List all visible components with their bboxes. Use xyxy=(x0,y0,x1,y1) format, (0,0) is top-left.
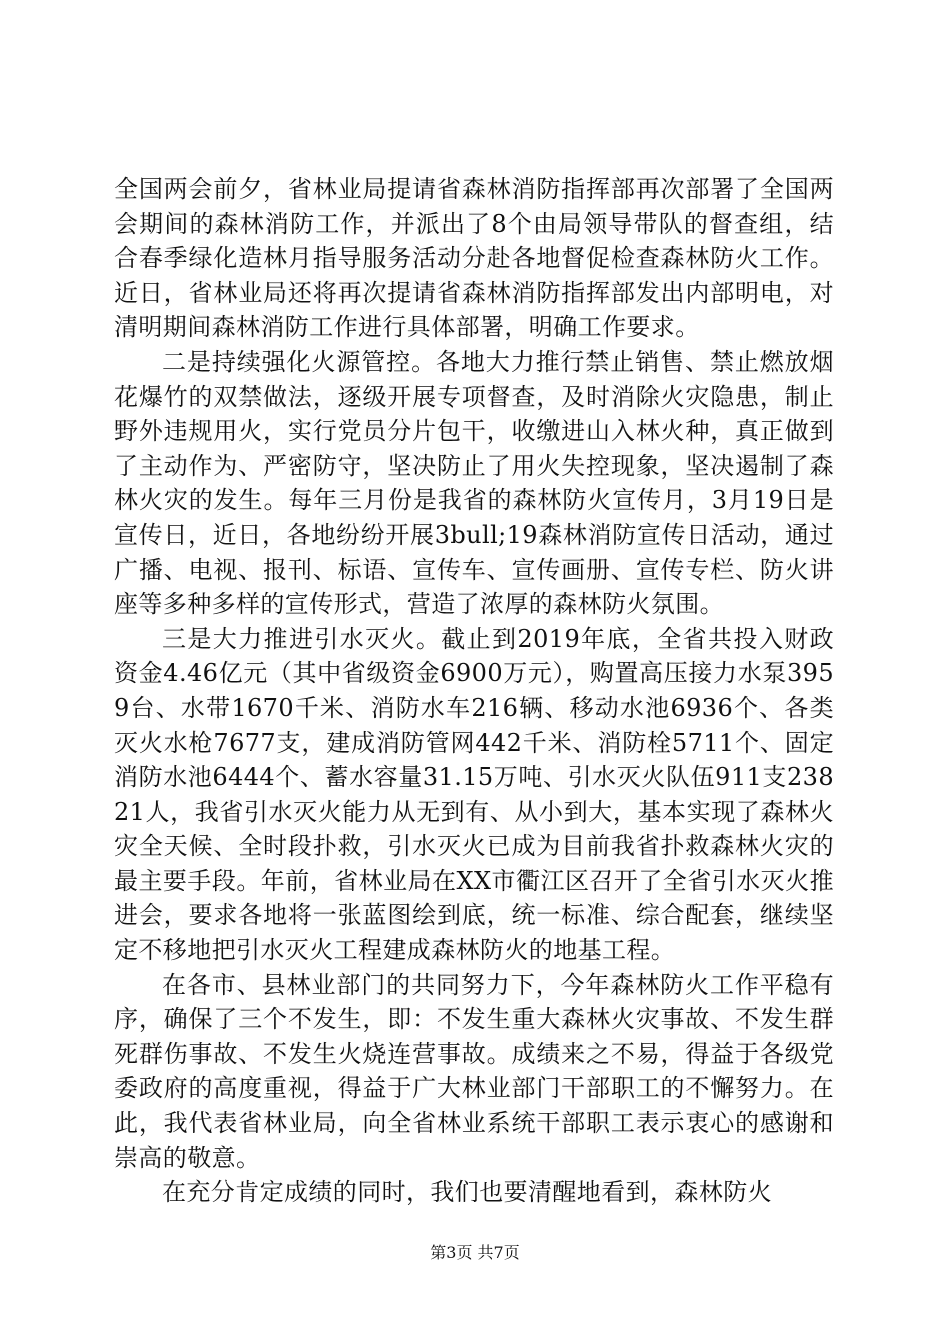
paragraph-2: 二是持续强化火源管控。各地大力推行禁止销售、禁止燃放烟花爆竹的双禁做法，逐级开展专项督查，及时消除火灾隐患，制止野外违规用火，实行党员分片包干，收缴进山入林火种，真正做到了主动作为、严密防守，坚决防止了用火失控现象，坚决遏制了森林火灾的发生。每年三月份是我省的森林防火宣传月，3月19日是宣传日，近日，各地纷纷开展3bull;19森林消防宣传日活动，通过广播、电视、报刊、标语、宣传车、宣传画册、宣传专栏、防火讲座等多种多样的宣传形式，营造了浓厚的森林防火氛围。 xyxy=(114,347,834,619)
paragraph-4: 在各市、县林业部门的共同努力下，今年森林防火工作平稳有序，确保了三个不发生，即：不发生重大森林火灾事故、不发生群死群伤事故、不发生火烧连营事故。成绩来之不易，得益于各级党委政府的高度重视，得益于广大林业部门干部职工的不懈努力。在此，我代表省林业局，向全省林业系统干部职工表示衷心的感谢和崇高的敬意。 xyxy=(114,970,834,1172)
paragraph-1: 全国两会前夕，省林业局提请省森林消防指挥部再次部署了全国两会期间的森林消防工作，并派出了8个由局领导带队的督查组，结合春季绿化造林月指导服务活动分赴各地督促检查森林防火工作。近日，省林业局还将再次提请省森林消防指挥部发出内部明电，对清明期间森林消防工作进行具体部署，明确工作要求。 xyxy=(114,175,834,342)
document-body xyxy=(114,172,834,1210)
page-number-footer: 第3页 共7页 xyxy=(430,1243,520,1262)
paragraph-3: 三是大力推进引水灭火。截止到2019年底，全省共投入财政资金4.46亿元（其中省级资金6900万元），购置高压接力水泵3959台、水带1670千米、消防水车216辆、移动水池6936个、各类灭火水枪7677支，建成消防管网442千米、消防栓5711个、固定消防水池6444个、蓄水容量31.15万吨、引水灭火队伍911支23821人，我省引水灭火能力从无到有、从小到大，基本实现了森林火灾全天候、全时段扑救，引水灭火已成为目前我省扑救森林火灾的最主要手段。年前，省林业局在XX市衢江区召开了全省引水灭火推进会，要求各地将一张蓝图绘到底，统一标准、综合配套，继续坚定不移地把引水灭火工程建成森林防火的地基工程。 xyxy=(114,624,834,965)
paragraph-5: 在充分肯定成绩的同时，我们也要清醒地看到，森林防火 xyxy=(162,1178,772,1207)
